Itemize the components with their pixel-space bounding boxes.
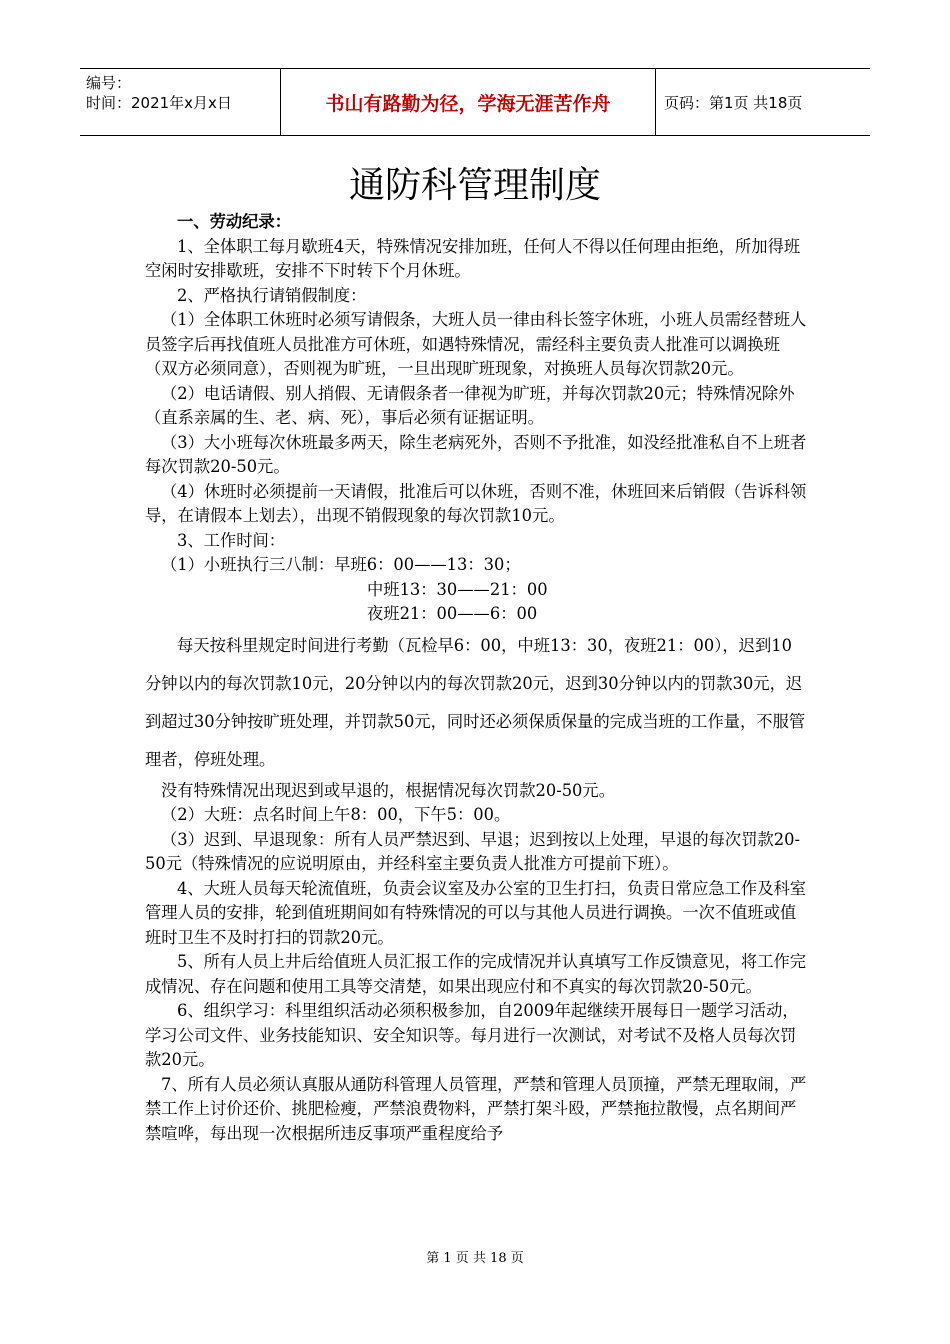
paragraph: 5、所有人员上井后给值班人员汇报工作的完成情况并认真填写工作反馈意见，将工作完成情况、存在问题和使用工具等交清楚，如果出现应付和不真实的每次罚款20-50元。 [145,952,807,996]
paragraph: 2、严格执行请销假制度： [177,285,367,305]
schedule-line: 夜班21：00——6：00 [367,604,538,623]
paragraph: （3）迟到、早退现象：所有人员严禁迟到、早退；迟到按以上处理，早退的每次罚款20-50元（特殊情况的应说明原由，并经科室主要负责人批准方可提前下班）。 [145,829,800,873]
paragraph: 没有特殊情况出现迟到或早退的，根据情况每次罚款20-50元。 [161,780,615,800]
header-meta [80,69,280,135]
paragraph: 每天按科里规定时间进行考勤（瓦检早6：00，中班13：30，夜班21：00），迟到10分钟以内的每次罚款10元，20分钟以内的每次罚款20元，迟到30分钟以内的罚款30元，迟到超过30分钟按旷班处理，并罚款50元，同时还必须保质保量的完成当班的工作量，不服管理者，停班处理。 [145,635,806,769]
number-label: 编号： [86,74,132,92]
paragraph: （3）大小班每次休班最多两天，除生老病死外，否则不予批准，如没经批准私自不上班者每次罚款20-50元。 [145,432,807,476]
paragraph: 3、工作时间： [177,530,286,550]
paragraph: （2）电话请假、别人捎假、无请假条者一律视为旷班，并每次罚款20元；特殊情况除外（直系亲属的生、老、病、死），事后必须有证据证明。 [145,383,795,427]
page-footer: 第 1 页 共 18 页 [426,1251,524,1266]
paragraph: （4）休班时必须提前一天请假，批准后可以休班，否则不准，休班回来后销假（告诉科领导，在请假本上划去），出现不销假现象的每次罚款10元。 [145,481,807,525]
date-label: 时间：2021年x月x日 [86,94,232,112]
paragraph: （2）大班：点名时间上午8：00，下午5：00。 [161,805,511,824]
header-page-info: 页码：第1页 共18页 [664,93,803,112]
document-body [145,210,807,1146]
schedule-line: 中班13：30——21：00 [367,579,548,599]
page-header [80,68,870,136]
section-heading: 一、劳动纪录： [177,212,291,231]
header-motto: 书山有路勤为径，学海无涯苦作舟 [280,69,656,135]
schedule-line: （1）小班执行三八制：早班6：00——13：30； [161,555,521,574]
paragraph: 7、所有人员必须认真服从通防科管理人员管理，严禁和管理人员顶撞，严禁无理取闹，严禁工作上讨价还价、挑肥检瘦，严禁浪费物料，严禁打架斗殴，严禁拖拉散慢，点名期间严禁喧哗，每出现一次根据所违反事项严重程度给予 [145,1074,807,1143]
document-title: 通防科管理制度 [348,165,601,206]
paragraph: 6、组织学习：科里组织活动必须积极参加，自2009年起继续开展每日一题学习活动，学习公司文件、业务技能知识、安全知识等。每月进行一次测试，对考试不及格人员每次罚款20元。 [145,1001,799,1069]
paragraph: 1、全体职工每月歇班4天，特殊情况安排加班，任何人不得以任何理由拒绝，所加得班空闲时安排歇班，安排不下时转下个月休班。 [145,236,801,280]
paragraph: 4、大班人员每天轮流值班，负责会议室及办公室的卫生打扫，负责日常应急工作及科室管理人员的安排，轮到值班期间如有特殊情况的可以与其他人员进行调换。一次不值班或值班时卫生不及时打扫的罚款20元。 [145,878,807,947]
paragraph: （1）全体职工休班时必须写请假条，大班人员一律由科长签字休班，小班人员需经替班人员签字后再找值班人员批准方可休班，如遇特殊情况，需经科主要负责人批准可以调换班（双方必须同意），否则视为旷班，一旦出现旷班现象，对换班人员每次罚款20元。 [145,310,807,378]
